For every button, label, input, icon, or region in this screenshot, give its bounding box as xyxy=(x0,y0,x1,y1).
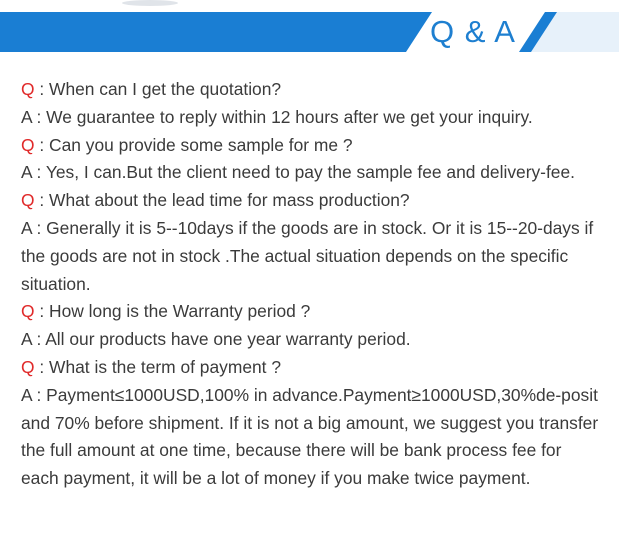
answer-text: : Yes, I can.But the client need to pay the sample fee and delivery-fee. xyxy=(36,162,575,183)
question-prefix: Q xyxy=(21,356,35,377)
answer-prefix: A xyxy=(21,106,32,127)
question-text: : What about the lead time for mass production? xyxy=(39,190,410,211)
question-5 xyxy=(21,354,599,382)
answer-prefix: A xyxy=(21,217,32,238)
question-prefix: Q xyxy=(21,134,35,155)
question-text: : Can you provide some sample for me ? xyxy=(39,134,353,155)
answer-1 xyxy=(21,104,599,132)
answer-text: : Payment≤1000USD,100% in advance.Payment≥1000USD,30%de-posit and 70% before shipment. If it is not a big amount, we suggest you transfer the full amount at one time, because there will be bank process fee for each payment, it will be a lot of money if you make twice payment. xyxy=(21,384,599,489)
answer-2 xyxy=(21,159,599,187)
answer-prefix: A xyxy=(21,329,32,350)
answer-text: : We guarantee to reply within 12 hours after we get your inquiry. xyxy=(36,106,533,127)
question-1 xyxy=(21,76,599,104)
question-prefix: Q xyxy=(21,190,35,211)
qa-list xyxy=(21,76,599,493)
question-2 xyxy=(21,132,599,160)
qa-header-banner xyxy=(0,0,619,60)
answer-5 xyxy=(21,382,599,493)
question-prefix: Q xyxy=(21,301,35,322)
question-text: : When can I get the quotation? xyxy=(39,79,282,99)
answer-4 xyxy=(21,326,599,354)
answer-3 xyxy=(21,215,599,298)
question-text: : How long is the Warranty period ? xyxy=(39,301,311,322)
question-prefix: Q xyxy=(21,79,35,99)
answer-prefix: A xyxy=(21,162,32,183)
banner-decoration xyxy=(122,0,178,6)
answer-text: : Generally it is 5--10days if the goods are in stock. Or it is 15--20-days if the goods are not in stock .The actual situation depends on the specific situation. xyxy=(21,217,594,294)
question-text: : What is the term of payment ? xyxy=(39,356,282,377)
question-3 xyxy=(21,187,599,215)
page-title: Q & A xyxy=(430,14,516,49)
answer-text: : All our products have one year warranty period. xyxy=(36,329,411,350)
answer-prefix: A xyxy=(21,384,32,405)
banner-bar xyxy=(0,12,432,52)
question-4 xyxy=(21,298,599,326)
